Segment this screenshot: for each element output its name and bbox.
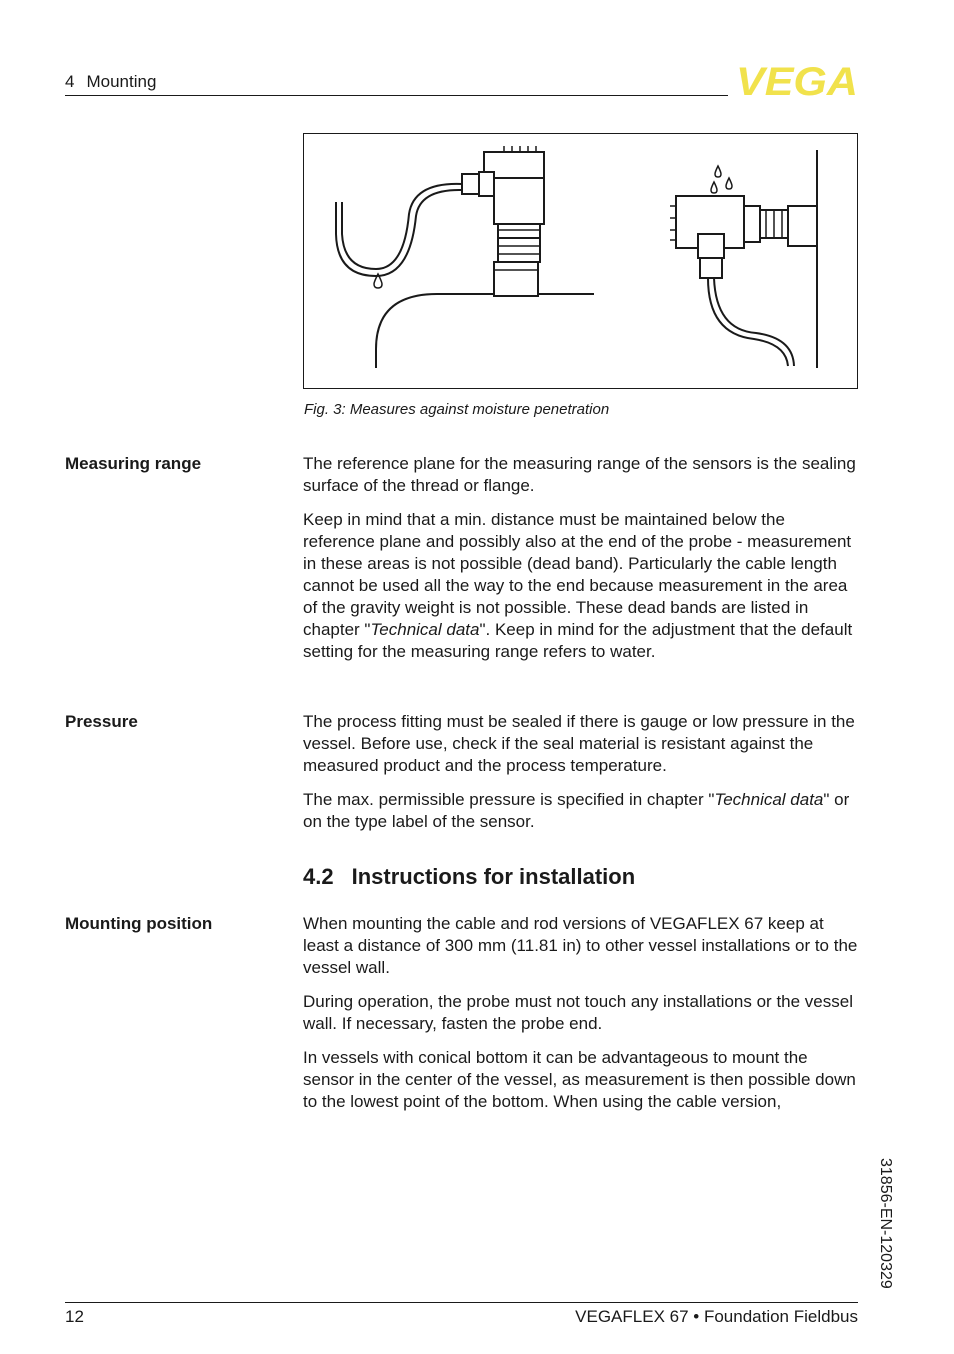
logo-text: VEGA: [736, 64, 858, 98]
chapter-title: Mounting: [86, 72, 157, 91]
section-number: 4.2: [303, 864, 334, 889]
running-header: [65, 72, 156, 92]
paragraph: When mounting the cable and rod versions of VEGAFLEX 67 keep at least a distance of 300 mm (11.81 in) to other vessel installations or to the vessel wall.: [303, 914, 858, 977]
figure-caption: Fig. 3: Measures against moisture penetration: [304, 401, 610, 418]
paragraph: Keep in mind that a min. distance must be maintained below the reference plane and possibly also at the end of the probe - measurement in these areas is not possible (dead band). Particularly the cable length cannot be used all the way to the end because measurement in the area of the gravity weight is not possible. These dead bands are listed in chapter "Technical data". Keep in mind for the adjustment that the default setting for the measuring range refers to water.: [303, 510, 853, 661]
vessel-outline: [376, 294, 594, 368]
document-id: 31856-EN-120329: [877, 1158, 894, 1289]
side-heading-measuring-range: Measuring range: [65, 454, 202, 473]
cable-loop-left: [342, 184, 462, 269]
measuring-range-body: [303, 453, 859, 675]
water-drop: [711, 182, 717, 193]
paragraph: During operation, the probe must not touch any installations or the vessel wall. If necessary, fasten the probe end.: [303, 992, 853, 1033]
paragraph: The max. permissible pressure is specified in chapter "Technical data" or on the type label of the sensor.: [303, 790, 850, 831]
sensor-right: [676, 196, 817, 278]
figure-frame: [303, 133, 858, 389]
sensor-left: [462, 152, 544, 296]
side-heading-pressure: Pressure: [65, 712, 138, 731]
paragraph: The process fitting must be sealed if there is gauge or low pressure in the vessel. Before use, check if the seal material is resistant against the measured product and the process temperature.: [303, 712, 855, 775]
side-heading-mounting-position: Mounting position: [65, 914, 213, 933]
section-heading: [303, 864, 635, 890]
section-title: Instructions for installation: [351, 864, 636, 889]
mounting-position-body: [303, 913, 859, 1125]
page-number: 12: [65, 1307, 84, 1326]
water-drop: [715, 166, 721, 177]
paragraph: The reference plane for the measuring range of the sensors is the sealing surface of the thread or flange.: [303, 454, 856, 495]
header-rule: [65, 95, 728, 96]
paragraph: In vessels with conical bottom it can be advantageous to mount the sensor in the center of the vessel, as measurement is then possible down to the lowest point of the bottom. When using the cable version,: [303, 1048, 856, 1111]
footer-product: VEGAFLEX 67 • Foundation Fieldbus: [575, 1307, 858, 1326]
water-drop: [726, 178, 732, 189]
pressure-body: [303, 711, 859, 845]
moisture-illustration: [304, 134, 857, 388]
cable-right: [708, 278, 788, 366]
footer-rule: [65, 1302, 858, 1303]
vega-logo: [736, 64, 858, 98]
chapter-number: 4: [65, 72, 75, 91]
